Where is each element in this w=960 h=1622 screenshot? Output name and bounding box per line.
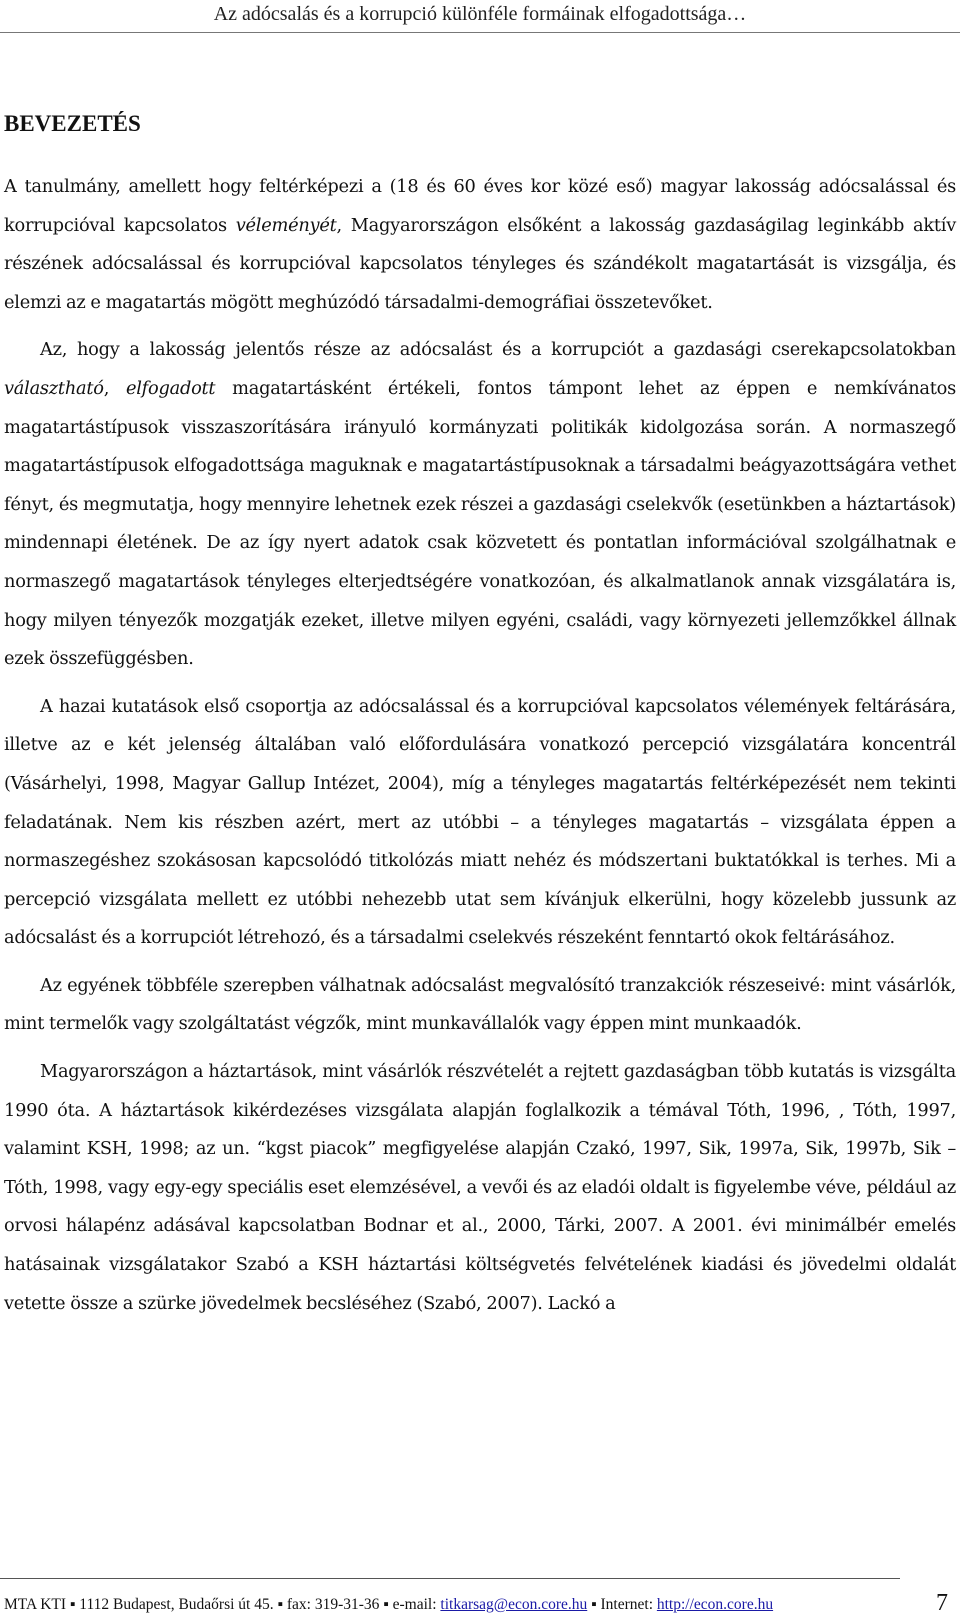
section-title: BEVEZETÉS [4,111,141,136]
emphasis-text: véleményét [235,214,337,236]
emphasis-text: választható [4,377,104,399]
paragraph-households: Magyarországon a háztartások, mint vásárlók részvételét a rejtett gazdaságban több kutatás is vizsgálta 1990 óta. A háztartások kikérdezéses vizsgálata alapján foglalkozik a témával Tóth, 1996, , Tóth, 1997, valamint KSH, 1998; az un. “kgst piacok” megfigyelése alapján Czakó, 1997, Sik, 1997a, Sik, 1997b, Sik – Tóth, 1998, vagy egy-egy speciális eset elemzésével, a vevői és az eladói oldalt is figyelembe véve, például az orvosi hálapénz adásával kapcsolatban Bodnar et al., 2000, Tárki, 2007. A 2001. évi minimálbér emelés hatásainak vizsgálatakor Szabó a KSH háztartási költségvetés felvételének kiadási és jövedelmi oldalát vetette össze a szürke jövedelmek becsléséhez (Szabó, 2007). Lackó a [4,1061,956,1314]
footer-internet-label: ▪ Internet: [587,1596,657,1613]
paragraph-text: magatartásként értékeli, fontos támpont lehet az éppen e nemkívánatos magatartástípusok visszaszorítására irányuló kormányzati politikák kidolgozása során. A normaszegő magatartástípusok elfogadottsága maguknak e magatartástípusoknak a társadalmi beágyazottságára vethet fényt, és megmutatja, hogy mennyire lehetnek ezek részei a gazdasági cselekvők (esetünkben a háztartások) mindennapi életének. De az így nyert adatok csak közvetett és pontatlan információval szolgálhatnak e normaszegő magatartások tényleges elterjedtségére vonatkozóan, és alkalmatlanok annak vizsgálatára is, hogy milyen tényezők mozgatják ezeket, illetve milyen egyéni, családi, vagy környezeti jellemzőkkel állnak ezek összefüggésben. [4,377,957,670]
footer-address: MTA KTI ▪ 1112 Budapest, Budaőrsi út 45. ▪ fax: 319-31-36 ▪ e-mail: [4,1596,441,1613]
footer-divider [0,1578,900,1579]
email-link[interactable]: titkarsag@econ.core.hu [440,1596,588,1613]
paragraph-text: , Magyarországon elsőként a lakosság gazdaságilag leginkább aktív részének adócsalással és korrupcióval kapcsolatos tényleges és szándékolt magatartását is vizsgálja, és elemzi az e magatartás mögött meghúzódó társadalmi-demográfiai összetevőket. [4,214,956,313]
paragraph-intro [4,168,956,322]
header-divider [0,32,960,33]
paragraph-text: Az, hogy a lakosság jelentős része az adócsalást és a korrupciót a gazdasági cserekapcsolatokban [40,339,956,361]
page-number: 7 [936,1590,948,1616]
running-header: Az adócsalás és a korrupció különféle formáinak elfogadottsága… [213,3,747,25]
paragraph-text: A tanulmány, amellett hogy feltérképezi a (18 és 60 éves kor közé eső) magyar lakosság adócsalással és korrupcióval kapcsolatos [4,176,956,236]
document-body [4,168,956,1332]
paragraph-text: , [103,377,126,399]
emphasis-text: elfogadott [125,377,216,399]
paragraph-research: A hazai kutatások első csoportja az adócsalással és a korrupcióval kapcsolatos vélemények feltárására, illetve az e két jelenség általában való előfordulására vonatkozó percepció vizsgálatára koncentrál (Vásárhelyi, 1998, Magyar Gallup Intézet, 2004), míg a tényleges magatartás feltérképezését nem tekinti feladatának. Nem kis részben azért, mert az utóbbi – a tényleges magatartás – vizsgálata éppen a normaszegéshez szokásosan kapcsolódó titkolózás miatt nehéz és módszertani buktatókkal is terhes. Mi a percepció vizsgálata mellett ez utóbbi nehezebb utat sem kívánjuk elkerülni, hogy közelebb jussunk az adócsalást és a korrupciót létrehozó, és a társadalmi cselekvés részeként fenntartó okok feltárásához. [4,695,956,949]
paragraph-roles: Az egyének többféle szerepben válhatnak adócsalást megvalósító tranzakciók részeseivé: mint vásárlók, mint termelők vagy szolgáltatást végzők, mint munkavállalók vagy éppen mint munkaadók. [4,974,956,1035]
website-link[interactable]: http://econ.core.hu [656,1596,774,1613]
paragraph-acceptance [4,331,956,678]
page-footer [4,1596,904,1614]
